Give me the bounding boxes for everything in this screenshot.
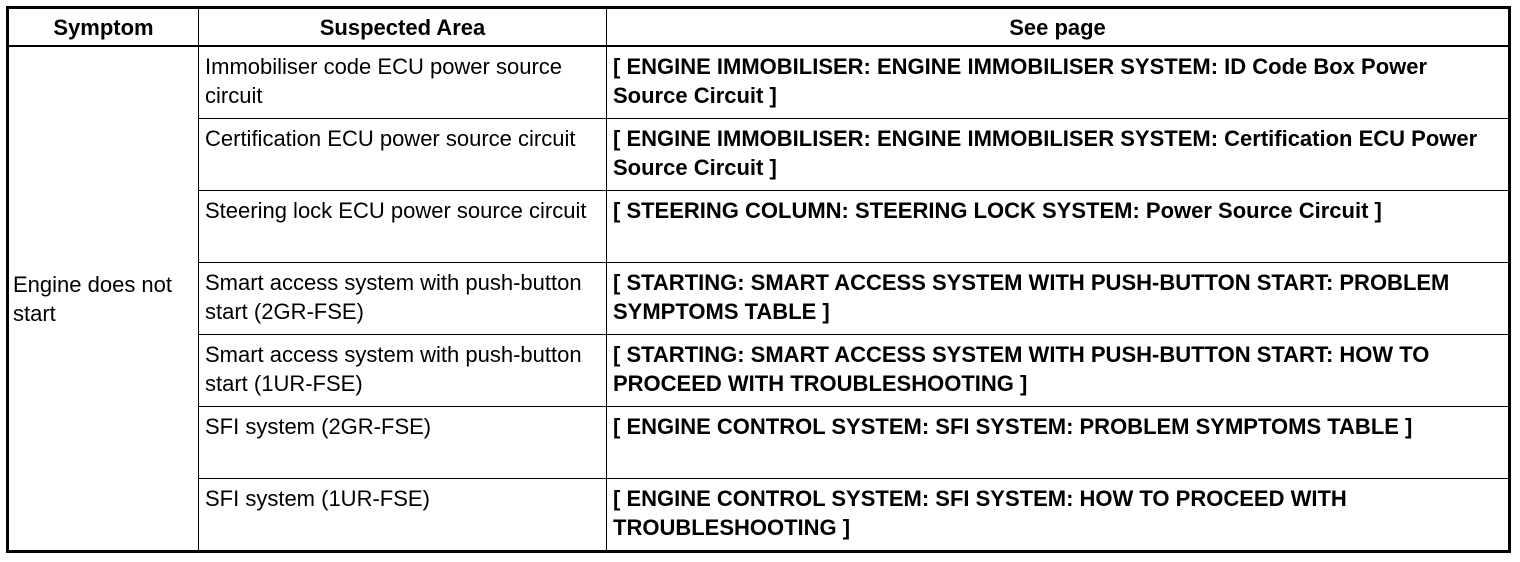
see-page-link[interactable]: [ STEERING COLUMN: STEERING LOCK SYSTEM: Power Source Circuit ] [607,191,1510,263]
table-row [8,335,1510,407]
table-row [8,263,1510,335]
suspected-area-cell: Steering lock ECU power source circuit [199,191,607,263]
header-row [8,8,1510,47]
see-page-link[interactable]: [ STARTING: SMART ACCESS SYSTEM WITH PUSH-BUTTON START: HOW TO PROCEED WITH TROUBLESHOOTING ] [607,335,1510,407]
troubleshooting-table-container [6,6,1511,553]
suspected-area-cell: Certification ECU power source circuit [199,119,607,191]
table-header [8,8,1510,47]
header-symptom: Symptom [8,8,199,47]
problem-symptoms-table [6,6,1511,553]
suspected-area-cell: Immobiliser code ECU power source circuit [199,46,607,119]
suspected-area-cell: Smart access system with push-button start (1UR-FSE) [199,335,607,407]
table-row [8,191,1510,263]
see-page-link[interactable]: [ ENGINE IMMOBILISER: ENGINE IMMOBILISER SYSTEM: ID Code Box Power Source Circuit ] [607,46,1510,119]
suspected-area-cell: Smart access system with push-button start (2GR-FSE) [199,263,607,335]
table-row [8,479,1510,552]
see-page-link[interactable]: [ ENGINE CONTROL SYSTEM: SFI SYSTEM: PROBLEM SYMPTOMS TABLE ] [607,407,1510,479]
see-page-link[interactable]: [ STARTING: SMART ACCESS SYSTEM WITH PUSH-BUTTON START: PROBLEM SYMPTOMS TABLE ] [607,263,1510,335]
see-page-link[interactable]: [ ENGINE IMMOBILISER: ENGINE IMMOBILISER SYSTEM: Certification ECU Power Source Circuit ] [607,119,1510,191]
see-page-link[interactable]: [ ENGINE CONTROL SYSTEM: SFI SYSTEM: HOW TO PROCEED WITH TROUBLESHOOTING ] [607,479,1510,552]
table-row [8,46,1510,119]
suspected-area-cell: SFI system (2GR-FSE) [199,407,607,479]
table-row [8,407,1510,479]
table-body [8,46,1510,552]
suspected-area-cell: SFI system (1UR-FSE) [199,479,607,552]
header-see-page: See page [607,8,1510,47]
header-suspected-area: Suspected Area [199,8,607,47]
symptom-cell: Engine does not start [8,46,199,552]
table-row [8,119,1510,191]
